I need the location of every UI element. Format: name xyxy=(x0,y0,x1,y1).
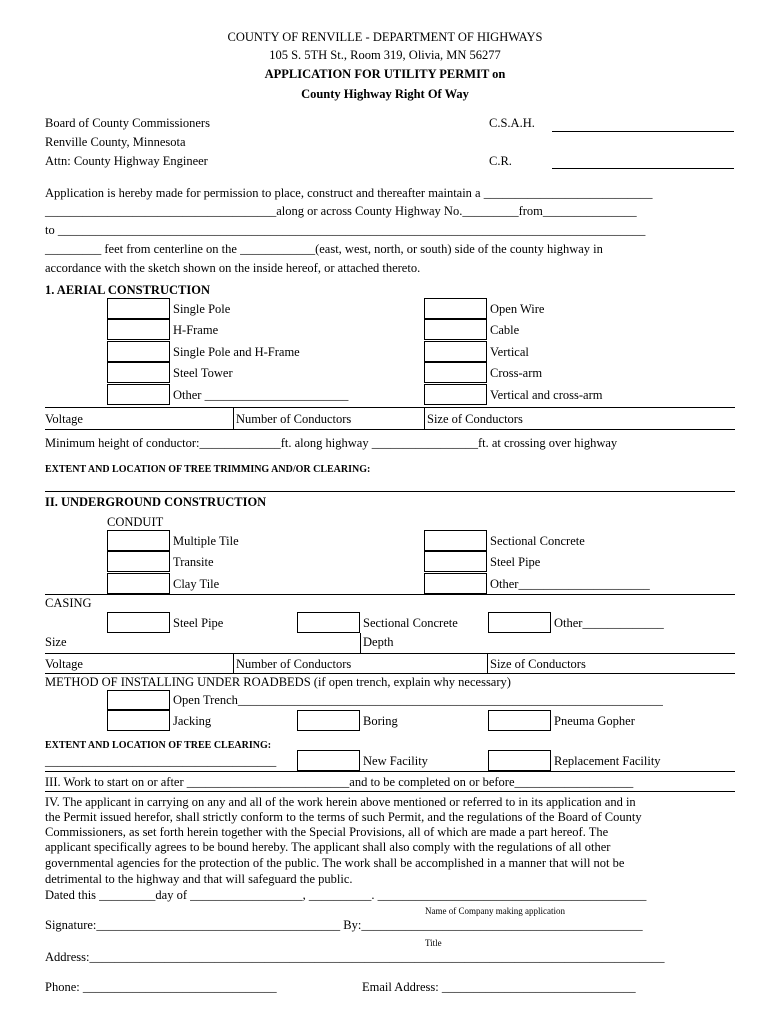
option-new-facility: New Facility xyxy=(363,754,428,768)
csah-field[interactable] xyxy=(552,131,734,132)
aerial-row-bottom-rule xyxy=(45,429,735,430)
option-single-pole: Single Pole xyxy=(173,302,231,316)
checkbox-replacement-facility[interactable] xyxy=(488,750,551,771)
option-cross-arm: Cross-arm xyxy=(490,366,543,380)
signature-line: Signature:_______________________________________ By:_____________________________________________ xyxy=(45,918,643,932)
option-jacking: Jacking xyxy=(173,714,212,728)
option-casing-sectional-concrete: Sectional Concrete xyxy=(363,616,458,630)
agreement-line5: governmental agencies for the protection of the public. The work shall be accomplished in a manner that will not be xyxy=(45,856,625,870)
checkbox-jacking[interactable] xyxy=(107,710,170,731)
intro-line5: accordance with the sketch shown on the inside hereof, or attached thereto. xyxy=(45,261,421,275)
cr-field[interactable] xyxy=(552,168,734,169)
option-steel-tower: Steel Tower xyxy=(173,366,233,380)
company-caption: Name of Company making application xyxy=(425,906,565,916)
agreement-line4: applicant specifically agrees to be bound hereby. The applicant shall also comply with the regulations of all other xyxy=(45,840,611,854)
agreement-line1: IV. The applicant in carrying on any and all of the work herein above mentioned or referred to in its application and in xyxy=(45,795,636,809)
checkbox-open-trench[interactable] xyxy=(107,690,170,710)
checkbox-casing-steel-pipe[interactable] xyxy=(107,612,170,633)
checkbox-transite[interactable] xyxy=(107,551,170,572)
aerial-row-top-rule xyxy=(45,407,735,408)
checkbox-steel-pipe[interactable] xyxy=(424,551,487,572)
min-height-line: Minimum height of conductor:_____________ft. along highway _________________ft. at crossing over highway xyxy=(45,436,618,450)
title-caption: Title xyxy=(425,938,442,948)
intro-line2: _____________________________________along or across County Highway No._________from_______________ xyxy=(45,204,637,218)
checkbox-vertical[interactable] xyxy=(424,341,487,362)
option-other-aerial: Other _______________________ xyxy=(173,388,349,402)
casing-label: CASING xyxy=(45,596,92,610)
option-casing-steel-pipe: Steel Pipe xyxy=(173,616,224,630)
option-h-frame: H-Frame xyxy=(173,323,219,337)
checkbox-single-pole-h-frame[interactable] xyxy=(107,341,170,362)
option-replacement-facility: Replacement Facility xyxy=(554,754,661,768)
checkbox-casing-other[interactable] xyxy=(488,612,551,633)
dated-line: Dated this _________day of __________________, __________. ___________________________________________ xyxy=(45,888,647,902)
checkbox-multiple-tile[interactable] xyxy=(107,530,170,551)
checkbox-boring[interactable] xyxy=(297,710,360,731)
option-sectional-concrete: Sectional Concrete xyxy=(490,534,585,548)
email-line: Email Address: _______________________________ xyxy=(362,980,636,994)
checkbox-casing-sectional-concrete[interactable] xyxy=(297,612,360,633)
size-depth-bottom-rule xyxy=(45,653,735,654)
checkbox-cross-arm[interactable] xyxy=(424,362,487,383)
agreement-line6: detrimental to the highway and that will safeguard the public. xyxy=(45,872,353,886)
form-title: APPLICATION FOR UTILITY PERMIT on xyxy=(264,67,506,81)
addressee-line1: Board of County Commissioners xyxy=(45,116,210,130)
option-clay-tile: Clay Tile xyxy=(173,577,220,591)
aerial-row-divider-2 xyxy=(424,407,425,429)
option-steel-pipe: Steel Pipe xyxy=(490,555,541,569)
size-label: Size xyxy=(45,635,67,649)
option-pneuma-gopher: Pneuma Gopher xyxy=(554,714,635,728)
option-open-wire: Open Wire xyxy=(490,302,545,316)
ug-row-divider-2 xyxy=(487,653,488,673)
intro-line3: to ______________________________________________________________________________________________ xyxy=(45,223,646,237)
aerial-row-divider-1 xyxy=(233,407,234,429)
ug-conductors-label: Number of Conductors xyxy=(236,657,352,671)
tree-clearing-field[interactable]: _____________________________________ xyxy=(45,754,277,768)
ug-size-label: Size of Conductors xyxy=(490,657,586,671)
addressee-line2: Renville County, Minnesota xyxy=(45,135,186,149)
checkbox-cable[interactable] xyxy=(424,319,487,340)
intro-line1: Application is hereby made for permission to place, construct and thereafter maintain a ___________________________ xyxy=(45,186,653,200)
aerial-voltage-label: Voltage xyxy=(45,412,83,426)
option-vertical-cross-arm: Vertical and cross-arm xyxy=(490,388,603,402)
aerial-conductors-label: Number of Conductors xyxy=(236,412,352,426)
addressee-line3: Attn: County Highway Engineer xyxy=(45,154,208,168)
option-multiple-tile: Multiple Tile xyxy=(173,534,239,548)
option-open-trench: Open Trench____________________________________________________________________ xyxy=(173,693,663,707)
option-boring: Boring xyxy=(363,714,398,728)
agreement-line3: Commissioners, as set forth herein together with the Special Provisions, all of which are made a part hereof. The xyxy=(45,825,609,839)
option-transite: Transite xyxy=(173,555,214,569)
depth-label: Depth xyxy=(363,635,394,649)
tree-clearing-label: EXTENT AND LOCATION OF TREE CLEARING: xyxy=(45,740,272,751)
checkbox-clay-tile[interactable] xyxy=(107,573,170,594)
conduit-label: CONDUIT xyxy=(107,515,164,529)
option-other-conduit: Other_____________________ xyxy=(490,577,650,591)
checkbox-other-conduit[interactable] xyxy=(424,573,487,594)
checkbox-h-frame[interactable] xyxy=(107,319,170,340)
aerial-size-label: Size of Conductors xyxy=(427,412,523,426)
form-subtitle: County Highway Right Of Way xyxy=(301,87,469,101)
checkbox-new-facility[interactable] xyxy=(297,750,360,771)
checkbox-open-wire[interactable] xyxy=(424,298,487,319)
schedule-bottom-rule xyxy=(45,791,735,792)
cr-label: C.R. xyxy=(489,154,512,168)
casing-top-rule xyxy=(45,594,735,595)
address-line: Address:____________________________________________________________________________________________ xyxy=(45,950,665,964)
tree-trimming-label: EXTENT AND LOCATION OF TREE TRIMMING AND/OR CLEARING: xyxy=(45,464,371,475)
option-cable: Cable xyxy=(490,323,520,337)
intro-line4: _________ feet from centerline on the ____________(east, west, north, or south) side of the county highway in xyxy=(45,242,603,256)
tree-trimming-field[interactable] xyxy=(45,491,735,492)
checkbox-other-aerial[interactable] xyxy=(107,384,170,405)
method-label: METHOD OF INSTALLING UNDER ROADBEDS (if open trench, explain why necessary) xyxy=(45,675,511,689)
phone-line: Phone: _______________________________ xyxy=(45,980,277,994)
checkbox-pneuma-gopher[interactable] xyxy=(488,710,551,731)
option-casing-other: Other_____________ xyxy=(554,616,664,630)
checkbox-sectional-concrete[interactable] xyxy=(424,530,487,551)
schedule-top-rule xyxy=(45,771,735,772)
ug-row-bottom-rule xyxy=(45,673,735,674)
checkbox-single-pole[interactable] xyxy=(107,298,170,319)
checkbox-vertical-cross-arm[interactable] xyxy=(424,384,487,405)
option-single-pole-h-frame: Single Pole and H-Frame xyxy=(173,345,300,359)
size-depth-divider xyxy=(360,633,361,653)
schedule-line: III. Work to start on or after __________________________and to be completed on or before___________________ xyxy=(45,775,634,789)
header-county: COUNTY OF RENVILLE - DEPARTMENT OF HIGHWAYS xyxy=(227,30,543,44)
agreement-line2: the Permit issued herefor, shall strictly conform to the terms of such Permit, and the regulations of the Board of County xyxy=(45,810,642,824)
ug-voltage-label: Voltage xyxy=(45,657,83,671)
checkbox-steel-tower[interactable] xyxy=(107,362,170,383)
header-address: 105 S. 5TH St., Room 319, Olivia, MN 56277 xyxy=(269,48,501,62)
csah-label: C.S.A.H. xyxy=(489,116,535,130)
underground-heading: II. UNDERGROUND CONSTRUCTION xyxy=(45,495,267,509)
option-vertical: Vertical xyxy=(490,345,529,359)
ug-row-divider-1 xyxy=(233,653,234,673)
aerial-heading: 1. AERIAL CONSTRUCTION xyxy=(45,283,210,297)
